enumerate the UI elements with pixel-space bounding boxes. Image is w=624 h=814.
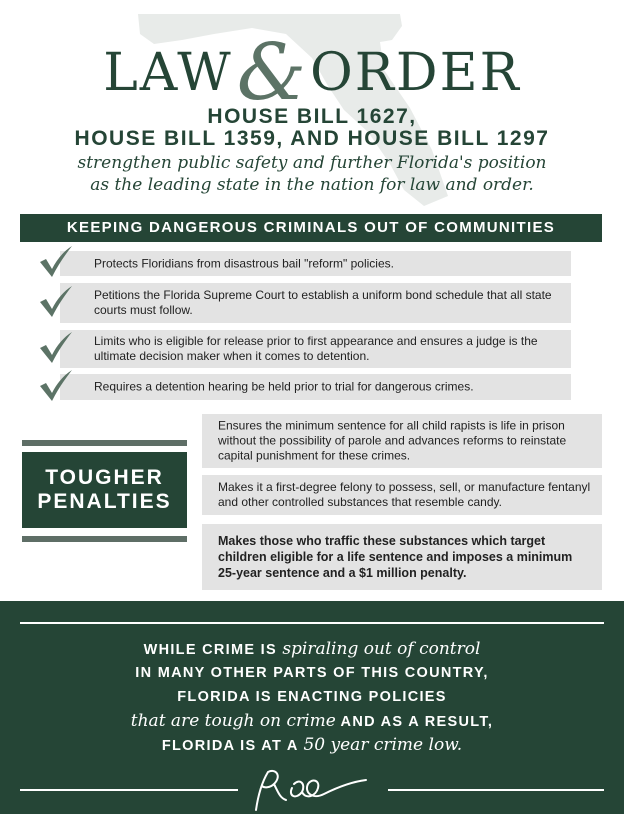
tagline [0,152,624,196]
list-item-text: Limits who is eligible for release prior to first appearance and ensures a judge is the ultimate decision maker when it comes to detention. [94,334,538,363]
quote-l4-italic: that are tough on crime [130,711,336,731]
footer-top-rule [20,622,604,624]
quote-l5-italic: 50 year crime low. [303,735,463,755]
title-ampersand: & [236,28,307,118]
penalty-item [202,475,602,515]
penalty-item [202,524,602,590]
quote-l5-bold: FLORIDA IS AT A [161,738,304,754]
section-heading: KEEPING DANGEROUS CRIMINALS OUT OF COMMUNITIES [20,214,602,242]
footer-bottom-rule-right [388,789,604,791]
penalties-heading-line-1: TOUGHER [45,466,164,489]
list-item-text: Protects Floridians from disastrous bail "reform" policies. [94,256,394,270]
list-item-text: Petitions the Florida Supreme Court to establish a uniform bond schedule that all state courts must follow. [94,288,552,317]
list-item [60,374,571,400]
quote-l2: IN MANY OTHER PARTS OF THIS COUNTRY, [135,665,489,681]
closing-statement [0,637,624,757]
footer-bottom-rule-left [20,789,238,791]
checkmark-icon [38,369,74,403]
penalty-item-text: Makes those who traffic these substances which target children eligible for a life sentence and imposes a minimum 25-year sentence and a $1 million penalty. [218,534,573,580]
penalty-item [202,414,602,468]
tagline-line-2: as the leading state in the nation for law and order. [90,175,534,195]
checkmark-icon [38,245,74,279]
list-item [60,330,571,368]
list-item [60,283,571,323]
divider [22,440,187,446]
bill-line-2: HOUSE BILL 1359, AND HOUSE BILL 1297 [74,127,550,150]
divider [22,536,187,542]
list-item [60,251,571,276]
penalties-heading [22,452,187,528]
penalty-item-text: Makes it a first-degree felony to possess, sell, or manufacture fentanyl and other controlled substances that resemble candy. [218,480,591,509]
quote-l4-bold: AND AS A RESULT, [335,714,494,730]
footer-banner [0,601,624,814]
penalties-heading-line-2: PENALTIES [37,490,172,513]
title-order: ORDER [310,43,521,103]
title-law: LAW [103,43,233,103]
signature-icon [246,766,378,812]
quote-l1-italic: spiraling out of control [282,639,481,659]
list-item-text: Requires a detention hearing be held prior to trial for dangerous crimes. [94,379,474,394]
checkmark-icon [38,285,74,319]
quote-l3: FLORIDA IS ENACTING POLICIES [177,689,447,705]
bill-list [0,106,624,150]
penalty-item-text: Ensures the minimum sentence for all child rapists is life in prison without the possibility of parole and advances reforms to reinstate capital punishment for these crimes. [218,418,567,463]
quote-l1-bold: WHILE CRIME IS [143,642,283,658]
bill-line-1: HOUSE BILL 1627, [207,105,417,128]
tagline-line-1: strengthen public safety and further Florida's position [77,153,547,173]
checkmark-icon [38,331,74,365]
